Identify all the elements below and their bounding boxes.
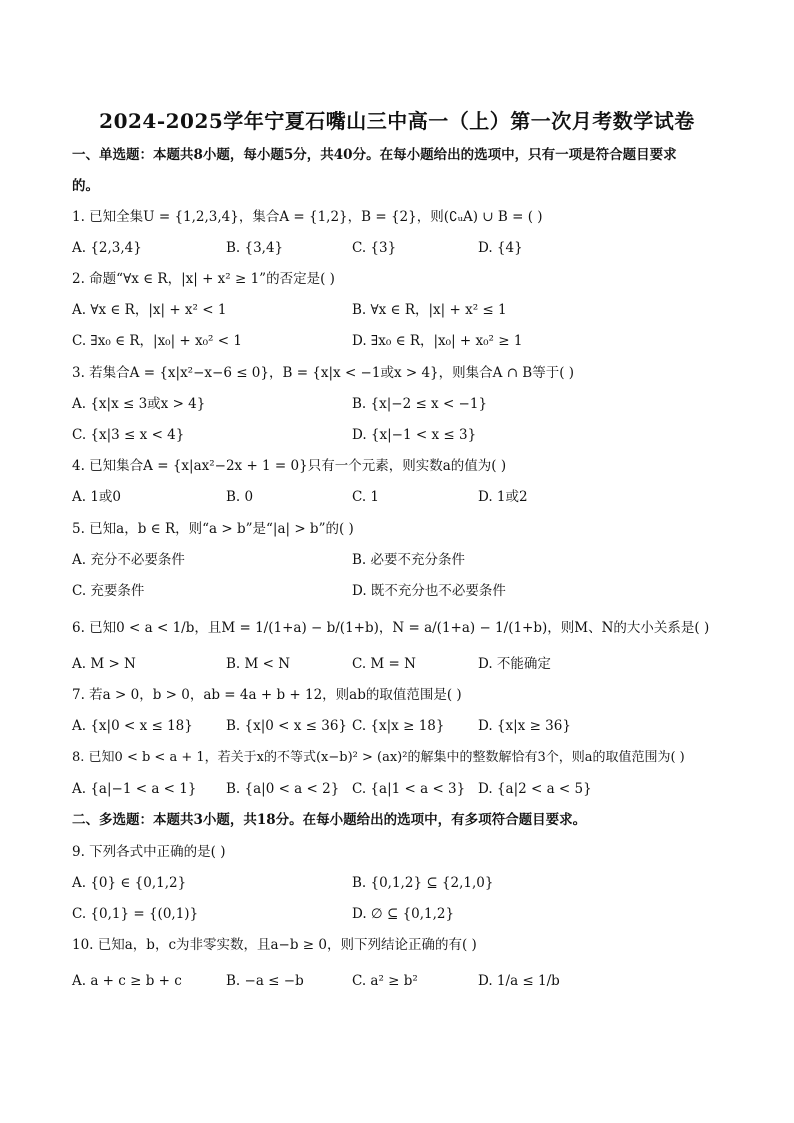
question-10-option-c: C. a² ≥ b² — [352, 973, 418, 989]
question-4-option-c: C. 1 — [352, 489, 380, 505]
question-8-option-c: C. {a|1 < a < 3} — [352, 781, 466, 797]
question-7-option-d: D. {x|x ≥ 36} — [478, 718, 571, 734]
question-7-option-c: C. {x|x ≥ 18} — [352, 718, 445, 734]
question-8-stem: 8. 已知0 < b < a + 1，若关于x的不等式(x−b)² > (ax)²的解集中的整数解恰有3个，则a的取值范围为( ) — [72, 750, 685, 765]
question-10-option-b: B. −a ≤ −b — [226, 973, 304, 989]
question-1-option-b: B. {3,4} — [226, 240, 284, 256]
question-7-option-a: A. {x|0 < x ≤ 18} — [72, 718, 193, 734]
question-3-option-a: A. {x|x ≤ 3或x > 4} — [72, 396, 206, 412]
question-4-option-b: B. 0 — [226, 489, 254, 505]
question-4-stem: 4. 已知集合A = {x|ax²−2x + 1 = 0}只有一个元素，则实数a的值为( ) — [72, 458, 507, 474]
question-1-option-c: C. {3} — [352, 240, 397, 256]
question-5-option-b: B. 必要不充分条件 — [352, 552, 466, 568]
section-1-heading-line-2: 的。 — [72, 178, 99, 194]
question-9-stem: 9. 下列各式中正确的是( ) — [72, 844, 226, 860]
section-1-heading-line-1: 一、单选题：本题共8小题，每小题5分，共40分。在每小题给出的选项中，只有一项是符合题目要求 — [72, 147, 677, 163]
question-3-option-b: B. {x|−2 ≤ x < −1} — [352, 396, 488, 412]
question-4-option-d: D. 1或2 — [478, 489, 528, 505]
question-2-stem: 2. 命题“∀x ∈ R，|x| + x² ≥ 1”的否定是( ) — [72, 271, 335, 287]
question-9-option-b: B. {0,1,2} ⊆ {2,1,0} — [352, 875, 494, 891]
question-8-option-b: B. {a|0 < a < 2} — [226, 781, 340, 797]
question-3-stem: 3. 若集合A = {x|x²−x−6 ≤ 0}，B = {x|x < −1或x > 4}，则集合A ∩ B等于( ) — [72, 365, 575, 381]
question-6-option-d: D. 不能确定 — [478, 656, 551, 672]
question-6-option-a: A. M > N — [72, 656, 136, 672]
question-9-option-a: A. {0} ∈ {0,1,2} — [72, 875, 187, 891]
question-5-stem: 5. 已知a，b ∈ R，则“a > b”是“|a| > b”的( ) — [72, 521, 354, 537]
question-10-option-d: D. 1/a ≤ 1/b — [478, 973, 560, 989]
question-2-option-c: C. ∃x₀ ∈ R，|x₀| + x₀² < 1 — [72, 333, 242, 349]
question-5-option-c: C. 充要条件 — [72, 583, 145, 599]
question-2-option-b: B. ∀x ∈ R，|x| + x² ≤ 1 — [352, 302, 507, 318]
question-4-option-a: A. 1或0 — [72, 489, 122, 505]
question-8-option-d: D. {a|2 < a < 5} — [478, 781, 592, 797]
question-2-option-a: A. ∀x ∈ R，|x| + x² < 1 — [72, 302, 227, 318]
question-3-option-c: C. {x|3 ≤ x < 4} — [72, 427, 185, 443]
question-9-option-d: D. ∅ ⊆ {0,1,2} — [352, 906, 455, 922]
question-6-option-c: C. M = N — [352, 656, 416, 672]
question-1-stem: 1. 已知全集U = {1,2,3,4}，集合A = {1,2}，B = {2}，则(∁ᵤA) ∪ B = ( ) — [72, 209, 543, 225]
question-8-option-a: A. {a|−1 < a < 1} — [72, 781, 197, 797]
question-5-option-a: A. 充分不必要条件 — [72, 552, 185, 568]
question-6-option-b: B. M < N — [226, 656, 291, 672]
question-9-option-c: C. {0,1} = {(0,1)} — [72, 906, 199, 922]
question-1-option-d: D. {4} — [478, 240, 523, 256]
section-2-heading: 二、多选题：本题共3小题，共18分。在每小题给出的选项中，有多项符合题目要求。 — [72, 812, 587, 828]
question-3-option-d: D. {x|−1 < x ≤ 3} — [352, 427, 477, 443]
question-7-stem: 7. 若a > 0，b > 0，ab = 4a + b + 12，则ab的取值范围是( ) — [72, 687, 462, 703]
question-1-option-a: A. {2,3,4} — [72, 240, 142, 256]
question-10-option-a: A. a + c ≥ b + c — [72, 973, 182, 989]
question-10-stem: 10. 已知a，b，c为非零实数，且a−b ≥ 0，则下列结论正确的有( ) — [72, 937, 477, 953]
page-title: 2024-2025学年宁夏石嘴山三中高一（上）第一次月考数学试卷 — [99, 109, 695, 133]
question-7-option-b: B. {x|0 < x ≤ 36} — [226, 718, 348, 734]
question-5-option-d: D. 既不充分也不必要条件 — [352, 583, 506, 599]
question-6-stem: 6. 已知0 < a < 1/b，且M = 1/(1+a) − b/(1+b)，N = a/(1+a) − 1/(1+b)，则M、N的大小关系是( ) — [72, 620, 710, 636]
question-2-option-d: D. ∃x₀ ∈ R，|x₀| + x₀² ≥ 1 — [352, 333, 523, 349]
